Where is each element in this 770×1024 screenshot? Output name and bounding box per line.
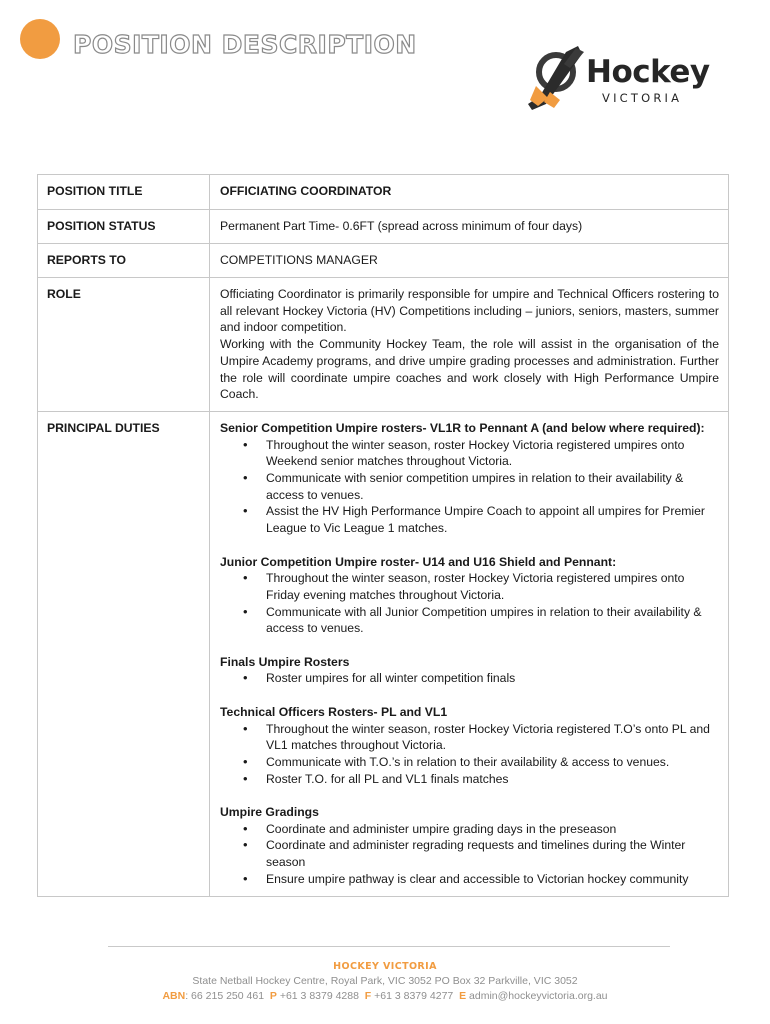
list-item: • Coordinate and administer umpire grading days in the preseason — [220, 821, 719, 838]
email-link[interactable]: admin@hockeyvictoria.org.au — [469, 990, 608, 1002]
position-status-label: POSITION STATUS — [38, 210, 210, 244]
footer-contact — [0, 990, 770, 1002]
duty-section-title: Junior Competition Umpire roster- U14 and U16 Shield and Pennant: — [220, 554, 617, 569]
abn-key: ABN — [162, 990, 186, 1002]
fax-value: +61 3 8379 4277 — [374, 990, 454, 1002]
footer-org-name: HOCKEY VICTORIA — [333, 961, 437, 972]
duty-section-title: Finals Umpire Rosters — [220, 654, 350, 669]
list-item: • Throughout the winter season, roster Hockey Victoria registered umpires onto Friday evening matches throughout Victoria. — [220, 570, 719, 603]
duty-section-junior — [220, 554, 719, 638]
abn-value: : 66 215 250 461 — [185, 990, 265, 1002]
fax-key: F — [364, 990, 372, 1002]
duty-list — [220, 670, 719, 687]
duty-list — [220, 721, 719, 788]
hockey-victoria-logo — [526, 44, 726, 112]
duty-section-title: Senior Competition Umpire rosters- VL1R to Pennant A (and below where required): — [220, 420, 705, 435]
duty-section-finals — [220, 654, 719, 687]
footer-divider — [108, 946, 670, 947]
role-value — [210, 278, 729, 412]
list-item: • Throughout the winter season, roster Hockey Victoria registered T.O’s onto PL and VL1 matches throughout Victoria. — [220, 721, 719, 754]
duty-list — [220, 570, 719, 637]
list-item: • Communicate with all Junior Competition umpires in relation to their availability & access to venues. — [220, 604, 719, 637]
duty-section-title: Technical Officers Rosters- PL and VL1 — [220, 704, 448, 719]
list-item: • Coordinate and administer regrading requests and timelines during the Winter season — [220, 837, 719, 870]
table-row — [38, 210, 729, 244]
duty-section-gradings — [220, 804, 719, 888]
reports-to-value: COMPETITIONS MANAGER — [210, 244, 729, 278]
role-paragraph: Officiating Coordinator is primarily responsible for umpire and Technical Officers rostering to all relevant Hockey Victoria (HV) Competitions including – juniors, seniors, masters, summer and indoor competition. — [220, 287, 719, 335]
duty-list — [220, 821, 719, 888]
table-row — [38, 278, 729, 412]
reports-to-label: REPORTS TO — [38, 244, 210, 278]
principal-duties-label: PRINCIPAL DUTIES — [38, 411, 210, 896]
position-title-label: POSITION TITLE — [38, 175, 210, 210]
list-item: • Roster umpires for all winter competition finals — [220, 670, 719, 687]
page-title: POSITION DESCRIPTION — [73, 30, 417, 59]
duty-section-technical-officers — [220, 704, 719, 788]
role-label: ROLE — [38, 278, 210, 412]
orange-circle-icon — [20, 19, 60, 59]
phone-value: +61 3 8379 4288 — [279, 990, 359, 1002]
table-row — [38, 175, 729, 210]
list-item: • Assist the HV High Performance Umpire Coach to appoint all umpires for Premier League to Vic League 1 matches. — [220, 503, 719, 536]
list-item: • Throughout the winter season, roster Hockey Victoria registered umpires onto Weekend senior matches throughout Victoria. — [220, 437, 719, 470]
list-item: • Ensure umpire pathway is clear and accessible to Victorian hockey community — [220, 871, 719, 888]
position-title-value: OFFICIATING COORDINATOR — [210, 175, 729, 210]
list-item: • Communicate with senior competition umpires in relation to their availability & access to venues. — [220, 470, 719, 503]
duty-section-senior — [220, 420, 719, 537]
hockey-stick-ball-icon — [526, 44, 588, 112]
phone-key: P — [269, 990, 277, 1002]
duty-section-title: Umpire Gradings — [220, 805, 319, 820]
footer-address: State Netball Hockey Centre, Royal Park, VIC 3052 PO Box 32 Parkville, VIC 3052 — [192, 975, 578, 987]
position-status-value: Permanent Part Time- 0.6FT (spread across minimum of four days) — [210, 210, 729, 244]
email-key: E — [459, 990, 467, 1002]
role-paragraph: Working with the Community Hockey Team, the role will assist in the organisation of the Umpire Academy programs, and drive umpire grading processes and administration. Further the role will coordinate umpire coaches and work closely with High Performance Umpire Coach. — [220, 337, 719, 402]
position-table — [37, 174, 729, 897]
logo-wordmark: Hockey — [586, 54, 710, 90]
list-item: • Communicate with T.O.’s in relation to their availability & access to venues. — [220, 754, 719, 771]
principal-duties-value — [210, 411, 729, 896]
list-item: • Roster T.O. for all PL and VL1 finals matches — [220, 771, 719, 788]
table-row — [38, 411, 729, 896]
duty-list — [220, 437, 719, 537]
table-row — [38, 244, 729, 278]
logo-subtitle: VICTORIA — [602, 91, 683, 105]
